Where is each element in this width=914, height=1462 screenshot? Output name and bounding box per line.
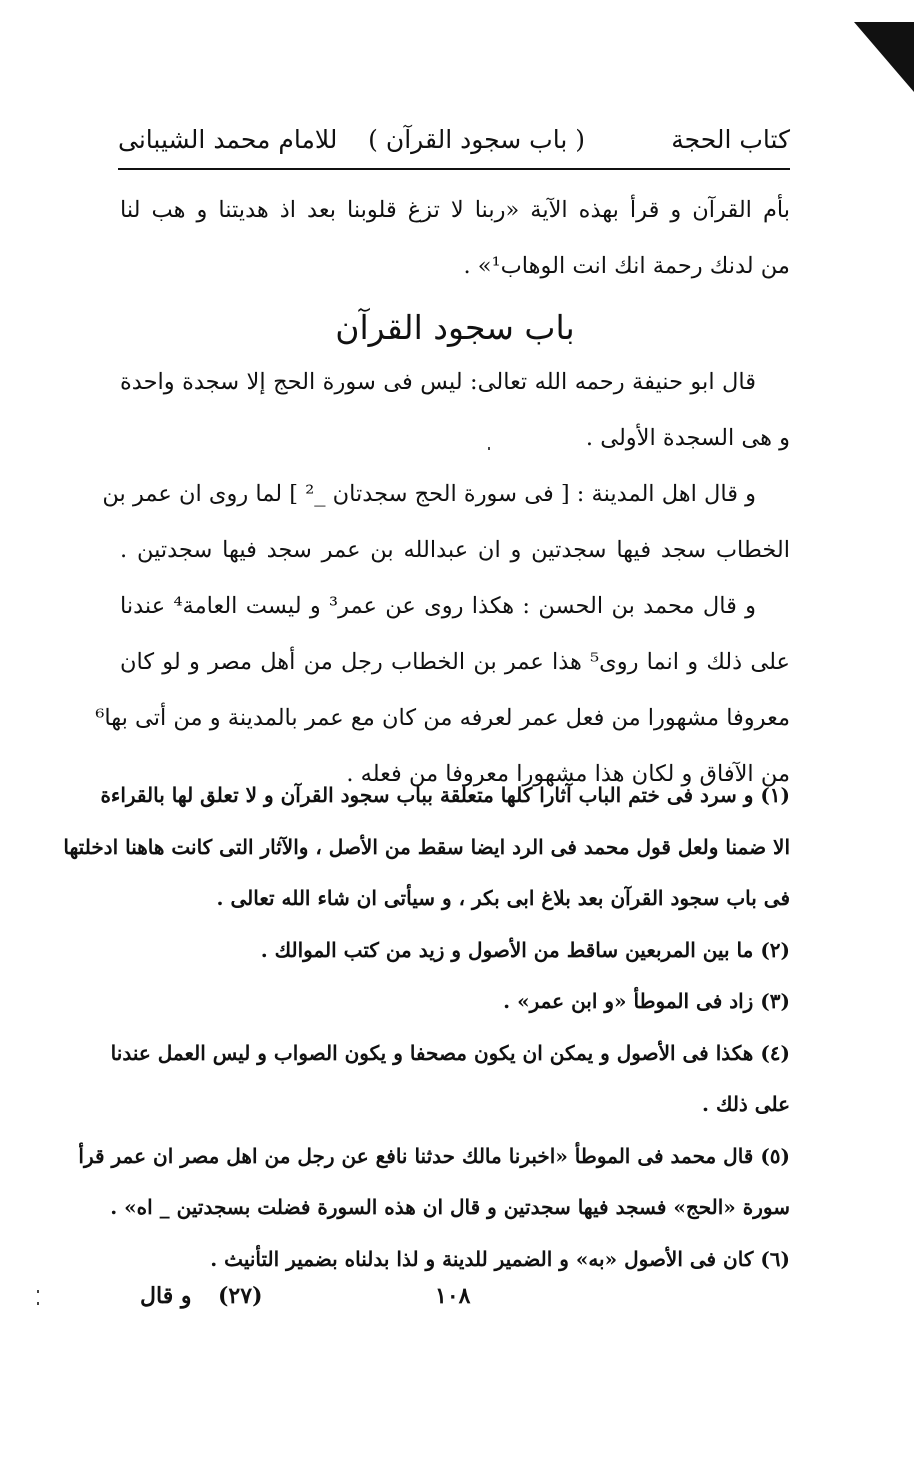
- scan-speck: [37, 1290, 39, 1293]
- text-line: قال ابو حنيفة رحمه الله تعالى: ليس فى سورة الحج إلا سجدة واحدة: [120, 369, 756, 395]
- header-book-title: كتاب الحجة: [671, 125, 790, 154]
- text-line: و قال محمد بن الحسن : هكذا روى عن عمر³ و ليست العامة⁴ عندنا: [120, 593, 756, 619]
- text-line: و قال اهل المدينة : [ فى سورة الحج سجدتان _² ] لما روى ان عمر بن: [102, 481, 756, 507]
- footnotes: [63, 770, 790, 1285]
- header-chapter-title: ( باب سجود القرآن ): [368, 125, 585, 154]
- body-text-main: [95, 354, 790, 802]
- text-line: معروفا مشهورا من فعل عمر لعرفه من كان مع عمر بالمدينة و من أتى بها⁶: [95, 705, 790, 731]
- text-line: من الآفاق و لكان هذا مشهورا معروفا من فعله .: [346, 761, 790, 787]
- text-line: بأم القرآن و قرأ بهذه الآية «ربنا لا تزغ قلوبنا بعد اذ هديتنا و هب لنا: [120, 197, 790, 223]
- footnote-line: (١) و سرد فى ختم الباب آثارا كلها متعلقة بباب سجود القرآن و لا تعلق لها بالقراءة: [100, 783, 790, 807]
- original-page-number: (٢٧): [218, 1283, 263, 1309]
- footnote-line: الا ضمنا ولعل قول محمد فى الرد ايضا سقط من الأصل ، والآثار التى كانت هاهنا ادخلتها: [63, 834, 790, 859]
- running-header: [118, 123, 790, 165]
- footnote-line: (٦) كان فى الأصول «به» و الضمير للدينة و لذا بدلناه بضمير التأنيث .: [210, 1246, 790, 1271]
- footnote-line: (٣) زاد فى الموطأ «و ابن عمر» .: [503, 989, 790, 1013]
- scan-speck: [488, 447, 490, 450]
- header-rule: [118, 168, 790, 170]
- text-line: و هى السجدة الأولى .: [585, 425, 790, 451]
- catchword: و قال: [140, 1283, 192, 1309]
- section-title: باب سجود القرآن: [335, 308, 575, 347]
- text-line: من لدنك رحمة انك انت الوهاب¹» .: [463, 253, 790, 279]
- text-line: الخطاب سجد فيها سجدتين و ان عبدالله بن عمر سجد فيها سجدتين .: [120, 537, 790, 563]
- footnote-line: (٥) قال محمد فى الموطأ «اخبرنا مالك حدثنا نافع عن رجل من اهل مصر ان عمر قرأ: [78, 1143, 790, 1168]
- scan-speck: [37, 1302, 39, 1305]
- body-text-top: [120, 182, 790, 294]
- footnote-line: (٤) هكذا فى الأصول و يمكن ان يكون مصحفا و يكون الصواب و ليس العمل عندنا: [110, 1040, 790, 1065]
- footnote-line: فى باب سجود القرآن بعد بلاغ ابى بكر ، و سيأتى ان شاء الله تعالى .: [216, 886, 790, 910]
- page-number: ١٠٨: [435, 1283, 471, 1309]
- footnote-line: (٢) ما بين المربعين ساقط من الأصول و زيد من كتب الموالك .: [260, 937, 790, 962]
- header-author: للامام محمد الشيبانى: [118, 125, 338, 154]
- footnote-line: سورة «الحج» فسجد فيها سجدتين و قال ان هذه السورة فضلت بسجدتين _ اه» .: [110, 1195, 790, 1219]
- text-line: على ذلك و انما روى⁵ هذا عمر بن الخطاب رجل من أهل مصر و لو كان: [120, 649, 790, 675]
- page-footer: [140, 1283, 780, 1323]
- corner-mark: [854, 22, 914, 92]
- footnote-line: على ذلك .: [702, 1092, 790, 1116]
